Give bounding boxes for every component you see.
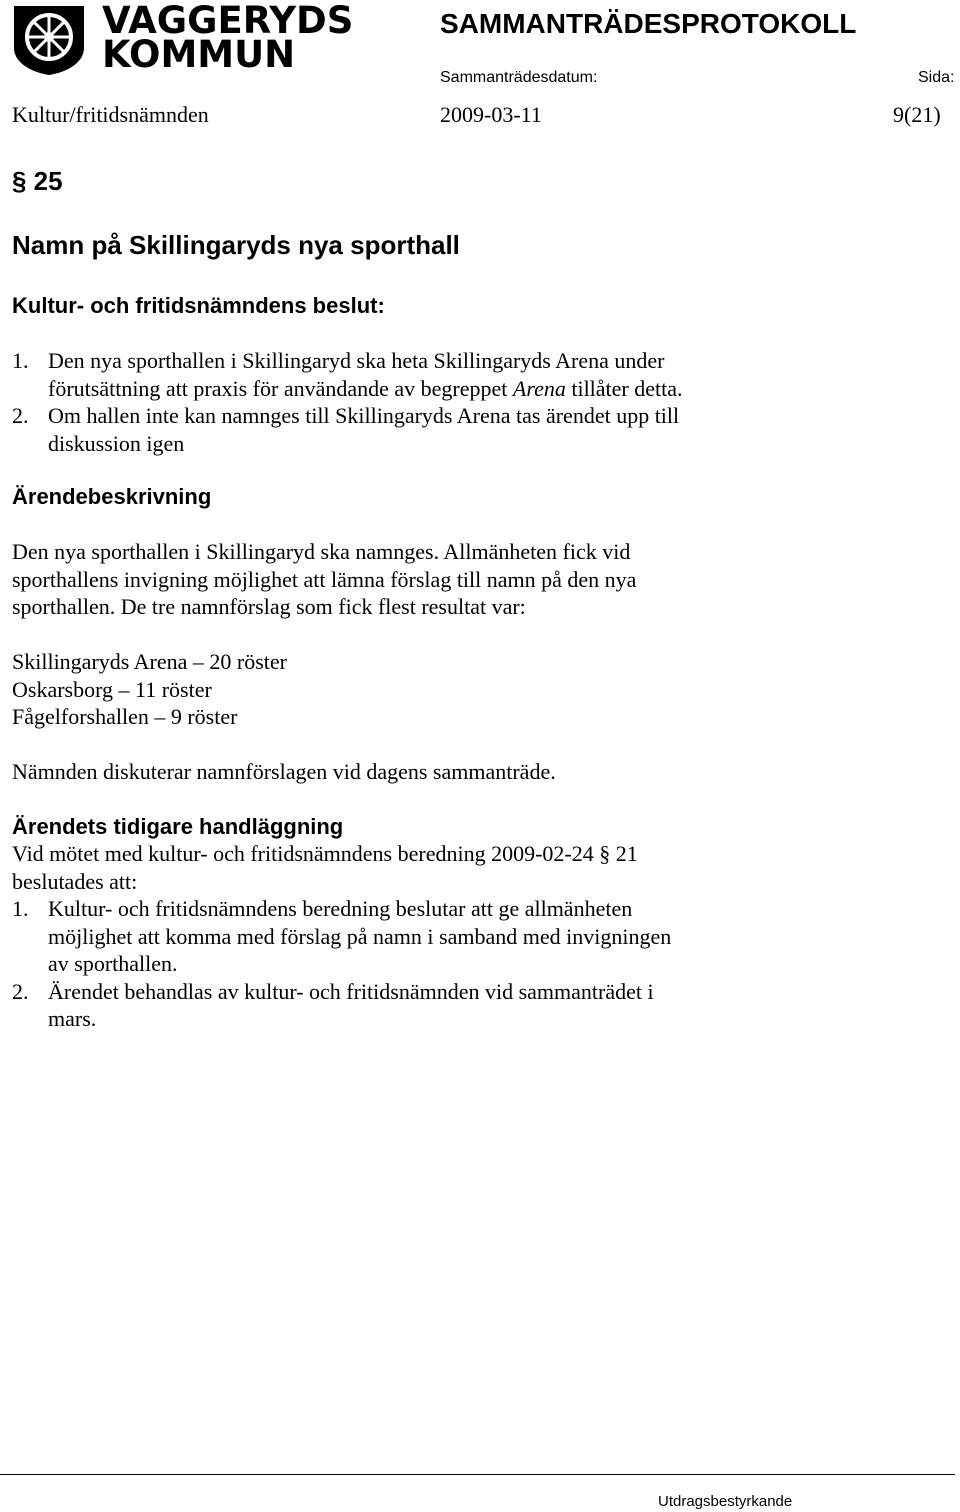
italic-term: Arena xyxy=(512,375,566,401)
text-run: förutsättning att praxis för användande av begreppet xyxy=(48,375,513,401)
description-line: sporthallen. De tre namnförslag som fick flest resultat var: xyxy=(12,594,526,619)
meeting-date: 2009-03-11 xyxy=(440,102,542,127)
history-item-line: Kultur- och fritidsnämndens beredning beslutar att ge allmänheten xyxy=(48,896,633,921)
history-item-line: av sporthallen. xyxy=(48,951,178,976)
history-item-number: 2. xyxy=(12,978,29,1004)
history-item-line: mars. xyxy=(48,1006,97,1031)
municipality-logo xyxy=(10,0,354,76)
page-number: 9(21) xyxy=(893,102,941,127)
decision-item-number: 1. xyxy=(12,348,29,373)
page-title: Namn på Skillingaryds nya sporthall xyxy=(12,230,460,260)
section-number: § 25 xyxy=(12,166,63,196)
text-run: tillåter detta. xyxy=(565,375,683,401)
description-heading: Ärendebeskrivning xyxy=(12,484,212,509)
decision-item-number: 2. xyxy=(12,403,29,428)
history-intro-line: Vid mötet med kultur- och fritidsnämndens beredning 2009-02-24 § 21 xyxy=(12,841,638,866)
description-closing: Nämnden diskuterar namnförslagen vid dagens sammanträde. xyxy=(12,759,556,784)
page-label: Sida: xyxy=(918,69,955,86)
history-intro-line: beslutades att: xyxy=(12,868,138,894)
footer-divider xyxy=(0,1474,955,1475)
result-item: Fågelforshallen – 9 röster xyxy=(12,704,238,729)
history-item-number: 1. xyxy=(12,896,29,921)
history-item-line: Ärendet behandlas av kultur- och fritidsnämnden vid sammanträdet i xyxy=(48,978,654,1004)
decision-heading: Kultur- och fritidsnämndens beslut: xyxy=(12,293,385,318)
shield-wheel-icon xyxy=(10,4,88,76)
result-item: Skillingaryds Arena – 20 röster xyxy=(12,649,287,674)
logo-line-1: VAGGERYDS xyxy=(102,0,354,42)
description-line: Den nya sporthallen i Skillingaryd ska namnges. Allmänheten fick vid xyxy=(12,539,631,564)
history-heading: Ärendets tidigare handläggning xyxy=(12,814,344,839)
document-type: SAMMANTRÄDESPROTOKOLL xyxy=(440,8,857,39)
description-line: sporthallens invigning möjlighet att lämna förslag till namn på den nya xyxy=(12,566,637,592)
footer-certification-label: Utdragsbestyrkande xyxy=(658,1493,793,1510)
decision-item-line: Om hallen inte kan namnges till Skillingaryds Arena tas ärendet upp till xyxy=(48,403,680,428)
logo-wordmark xyxy=(102,0,354,76)
meeting-date-label: Sammanträdesdatum: xyxy=(440,69,598,86)
history-item-line: möjlighet att komma med förslag på namn i samband med invigningen xyxy=(48,923,672,949)
result-item: Oskarsborg – 11 röster xyxy=(12,676,212,702)
decision-item-line: diskussion igen xyxy=(48,430,185,456)
logo-line-2: KOMMUN xyxy=(102,33,296,76)
decision-item-line xyxy=(48,375,683,403)
committee-name: Kultur/fritidsnämnden xyxy=(12,102,209,127)
decision-item-line: Den nya sporthallen i Skillingaryd ska heta Skillingaryds Arena under xyxy=(48,348,665,373)
